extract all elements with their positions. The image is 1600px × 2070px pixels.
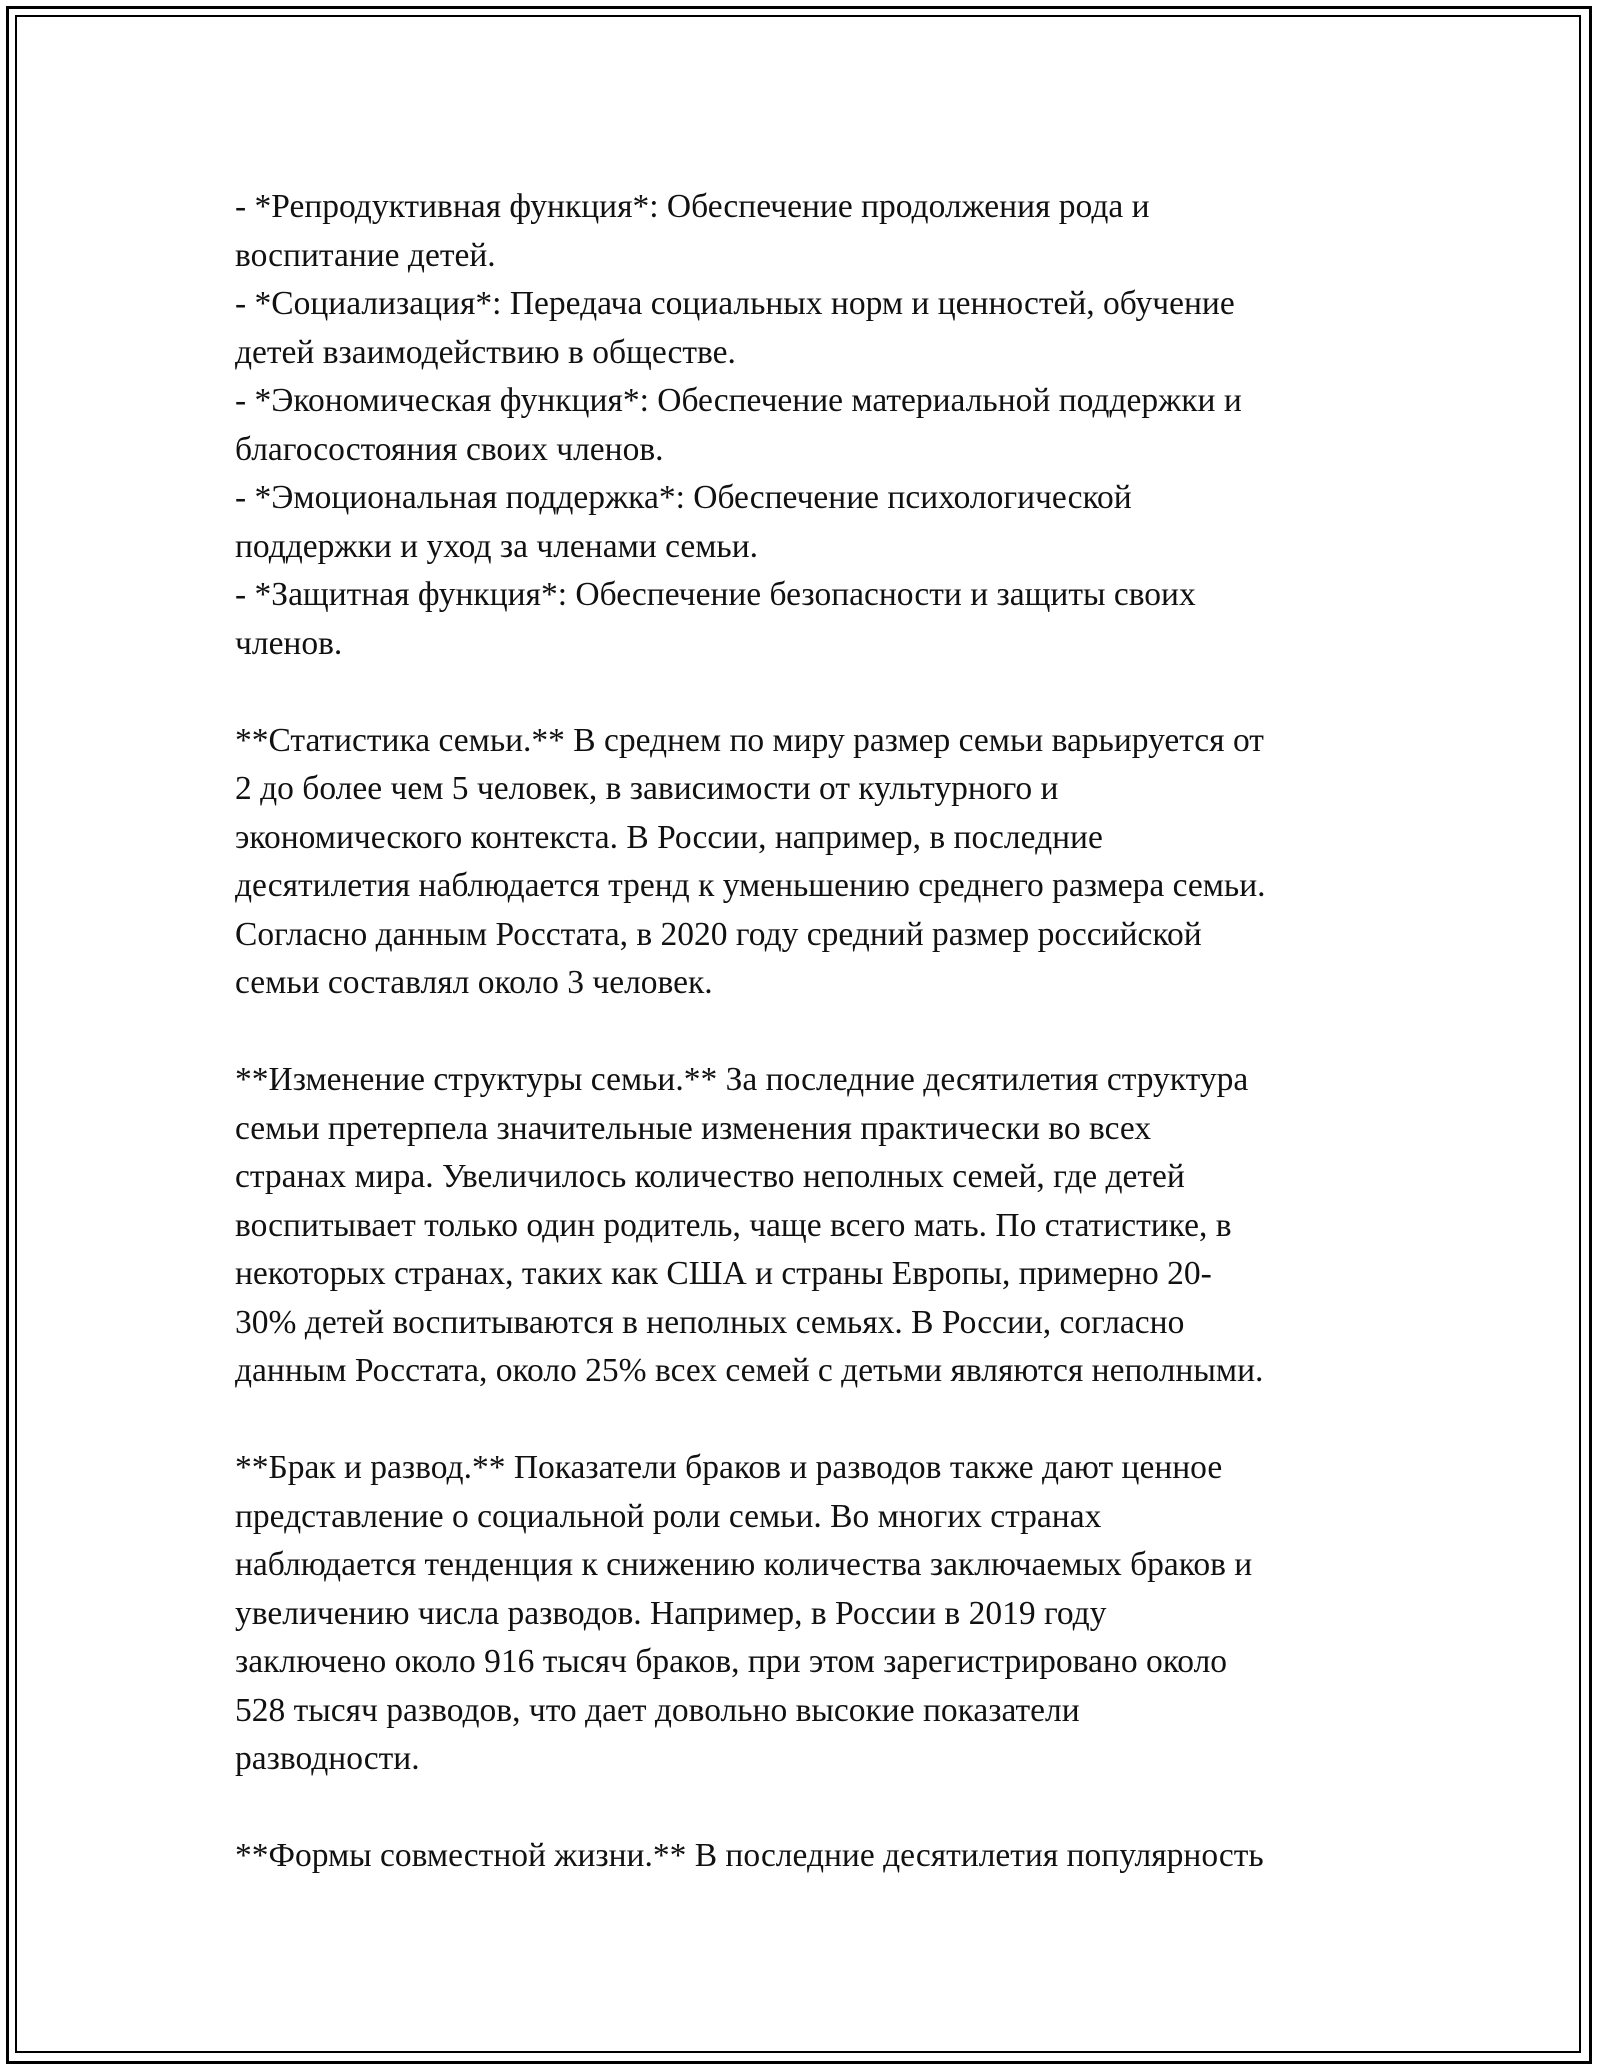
paragraph-gap xyxy=(235,1008,1410,1057)
paragraph-family-statistics: **Статистика семьи.** В среднем по миру размер семьи варьируется от 2 до более чем 5 человек, в зависимости от культурного и экономического контекста. В России, например, в последние десятилетия наблюдается тренд к уменьшению среднего размера семьи. Согласно данным Росстата, в 2020 году средний размер российской семьи составлял около 3 человек. xyxy=(235,721,1266,1001)
paragraph-family-structure: **Изменение структуры семьи.** За последние десятилетия структура семьи претерпела значительные изменения практически во всех странах мира. Увеличилось количество неполных семей, где детей воспитывает только один родитель, чаще всего мать. По статистике, в некоторых странах, таких как США и страны Европы, примерно 20- 30% детей воспитываются в неполных семьях. В России, согласно данным Росстата, около 25% всех семей с детьми являются неполными. xyxy=(235,1061,1264,1389)
paragraph-cohabitation-forms: **Формы совместной жизни.** В последние десятилетия популярность xyxy=(235,1837,1264,1874)
paragraph-gap xyxy=(235,1784,1410,1833)
paragraph-gap xyxy=(235,1396,1410,1445)
family-functions-list: - *Репродуктивная функция*: Обеспечение продолжения рода и воспитание детей. - *Социализация*: Передача социальных норм и ценностей, обучение детей взаимодействию в обществе. - *Экономическая функция*: Обеспечение материальной поддержки и благосостояния своих членов. - *Эмоциональная поддержка*: Обеспечение психологической поддержки и уход за членами семьи. - *Защитная функция*: Обеспечение безопасности и защиты своих членов. xyxy=(235,188,1242,662)
paragraph-marriage-divorce: **Брак и развод.** Показатели браков и разводов также дают ценное представление о социальной роли семьи. Во многих странах наблюдается тенденция к снижению количества заключаемых браков и увеличению числа разводов. Например, в России в 2019 году заключено около 916 тысяч браков, при этом зарегистрировано около 528 тысяч разводов, что дает довольно высокие показатели разводности. xyxy=(235,1449,1253,1777)
paragraph-gap xyxy=(235,668,1410,717)
document-body xyxy=(235,183,1410,1881)
